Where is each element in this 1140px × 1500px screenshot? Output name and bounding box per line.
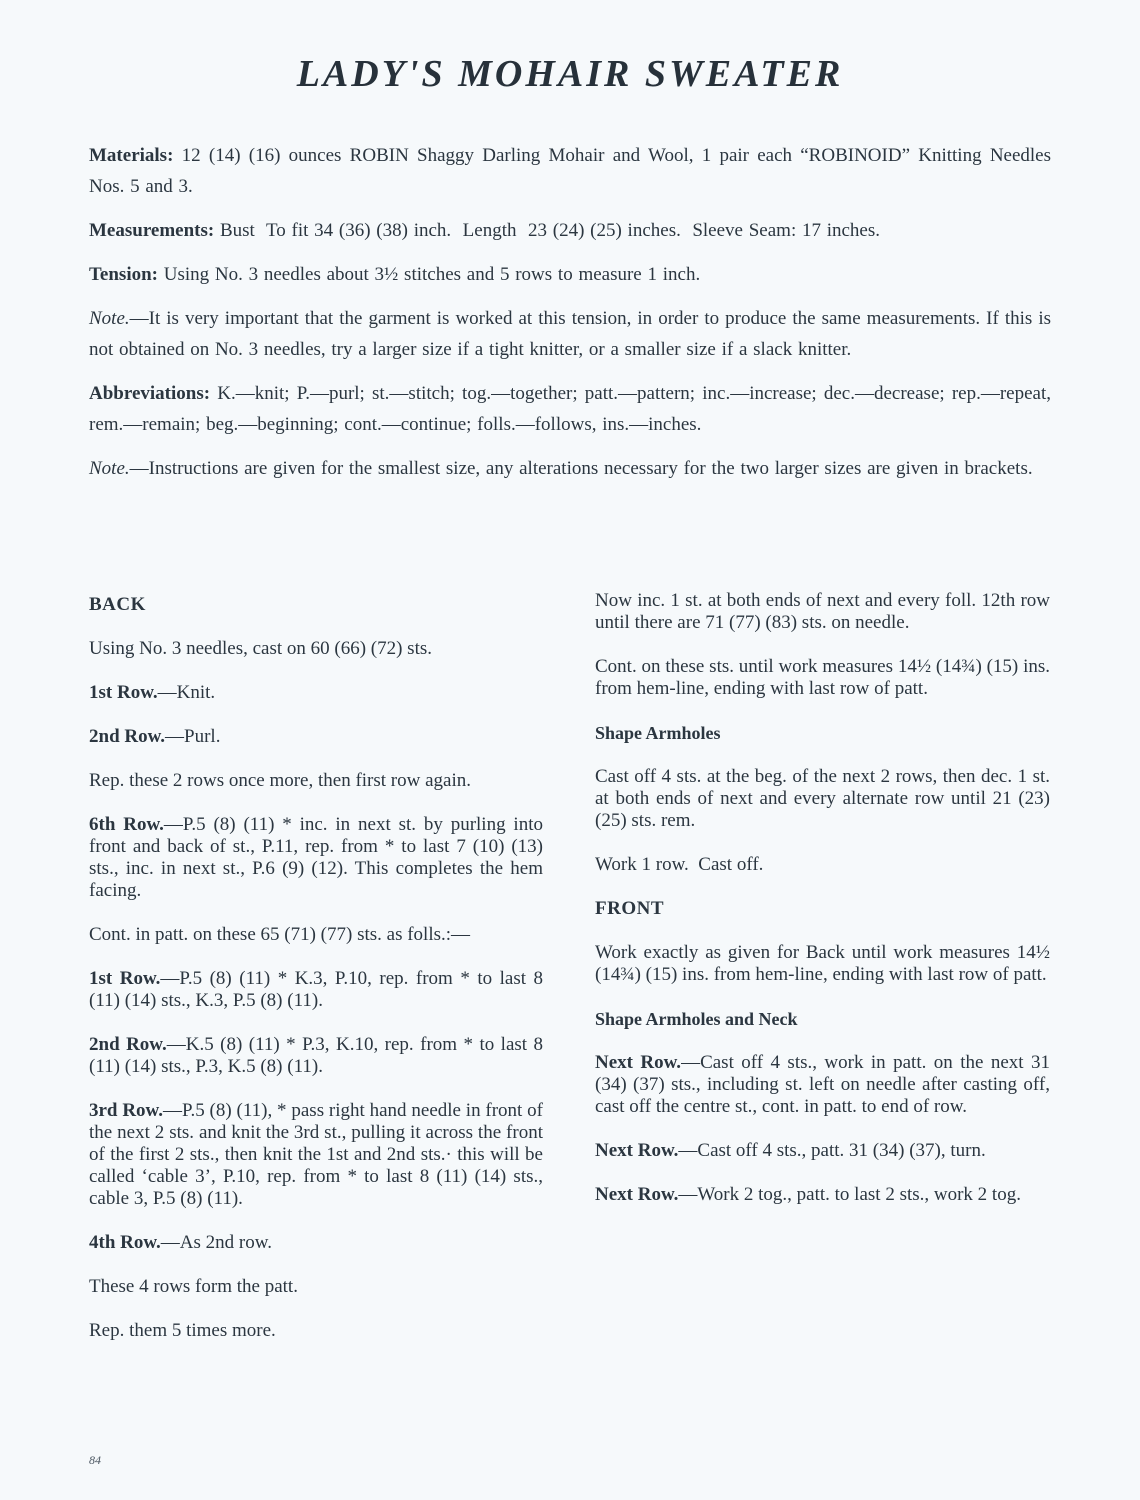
sizes-note-paragraph xyxy=(89,453,1051,484)
cast-off-paragraph: Work 1 row. Cast off. xyxy=(595,854,764,875)
front-paragraph: Work exactly as given for Back until work measures 14½ (14¾) (15) ins. from hem-line, ending with last row of patt. xyxy=(595,942,1050,985)
back-heading: BACK xyxy=(89,594,146,615)
measurements-label: Measurements: xyxy=(89,220,215,241)
row-label: Next Row. xyxy=(595,1140,679,1161)
row-instruction xyxy=(595,1184,1050,1206)
shape-neck-heading: Shape Armholes and Neck xyxy=(595,1009,798,1029)
row-label: 6th Row. xyxy=(89,814,164,835)
intro-section xyxy=(89,140,1051,497)
row-instruction xyxy=(89,726,543,748)
repeat-paragraph: Rep. these 2 rows once more, then first row again. xyxy=(89,770,472,791)
row-text: —Knit. xyxy=(157,682,216,703)
armholes-paragraph: Cast off 4 sts. at the beg. of the next 2 rows, then dec. 1 st. at both ends of next and every alternate row until 21 (23) (25) sts. rem. xyxy=(595,766,1050,831)
row-text: —P.5 (8) (11) * inc. in next st. by purling into front and back of st., P.11, rep. from * to last 7 (10) (13) sts., inc. in next st., P.6 (9) (12). This completes the hem facing. xyxy=(89,814,543,901)
measurements-paragraph xyxy=(89,215,1051,246)
materials-text: 12 (14) (16) ounces ROBIN Shaggy Darling Mohair and Wool, 1 pair each “ROBINOID” Knitting Needles Nos. 5 and 3. xyxy=(89,145,1052,197)
row-text: —P.5 (8) (11) * K.3, P.10, rep. from * to last 8 (11) (14) sts., K.3, P.5 (8) (11). xyxy=(89,968,543,1011)
pattern-summary-paragraph: These 4 rows form the patt. xyxy=(89,1276,298,1297)
page-number: 84 xyxy=(89,1453,101,1467)
materials-label: Materials: xyxy=(89,145,174,166)
row-instruction xyxy=(595,1052,1050,1118)
row-text: —Cast off 4 sts., patt. 31 (34) (37), turn. xyxy=(678,1140,986,1161)
row-text: —P.5 (8) (11), * pass right hand needle in front of the next 2 sts. and knit the 3rd st., pulling it across the front of the first 2 sts., then knit the 1st and 2nd sts.· this will be called ‘cable 3’, P.10, rep. from * to last 8 (11) (14) sts., cable 3, P.5 (8) (11). xyxy=(89,1100,543,1209)
row-label: 4th Row. xyxy=(89,1232,161,1253)
shape-armholes-heading: Shape Armholes xyxy=(595,723,721,743)
tension-text: Using No. 3 needles about 3½ stitches and 5 rows to measure 1 inch. xyxy=(163,264,701,285)
row-instruction xyxy=(89,814,543,902)
left-column xyxy=(89,594,543,1364)
row-instruction xyxy=(595,1140,1050,1162)
row-text: —Purl. xyxy=(165,726,221,747)
row-text: —As 2nd row. xyxy=(160,1232,272,1253)
increase-paragraph: Now inc. 1 st. at both ends of next and every foll. 12th row until there are 71 (77) (83) sts. on needle. xyxy=(595,590,1050,633)
tension-label: Tension: xyxy=(89,264,158,285)
repeat-times-paragraph: Rep. them 5 times more. xyxy=(89,1320,276,1341)
row-label: 2nd Row. xyxy=(89,1034,167,1055)
row-text: —Cast off 4 sts., work in patt. on the next 31 (34) (37) sts., including st. left on needle after casting off, cast off the centre st., cont. in patt. to end of row. xyxy=(595,1052,1050,1117)
row-label: 1st Row. xyxy=(89,968,161,989)
right-column xyxy=(595,590,1050,1228)
note-text: —It is very important that the garment is worked at this tension, in order to produce the same measurements. If this is not obtained on No. 3 needles, try a larger size if a tight knitter, or a smaller size if a slack knitter. xyxy=(89,308,1051,360)
materials-paragraph xyxy=(89,140,1051,202)
pattern-intro-paragraph: Cont. in patt. on these 65 (71) (77) sts. as folls.:— xyxy=(89,924,471,945)
row-label: 1st Row. xyxy=(89,682,158,703)
sizes-note-label: Note. xyxy=(89,458,130,479)
row-instruction xyxy=(89,968,543,1012)
abbreviations-label: Abbreviations: xyxy=(89,383,211,404)
row-label: Next Row. xyxy=(595,1052,682,1073)
row-label: 3rd Row. xyxy=(89,1100,163,1121)
cast-on-paragraph: Using No. 3 needles, cast on 60 (66) (72) sts. xyxy=(89,638,433,659)
note-paragraph xyxy=(89,303,1051,365)
page-title: LADY'S MOHAIR SWEATER xyxy=(296,53,844,95)
row-instruction xyxy=(89,682,543,704)
row-instruction xyxy=(89,1100,543,1210)
tension-paragraph xyxy=(89,259,1051,290)
abbreviations-paragraph xyxy=(89,378,1051,440)
row-instruction xyxy=(89,1232,543,1254)
row-text: —Work 2 tog., patt. to last 2 sts., work 2 tog. xyxy=(678,1184,1021,1205)
continue-paragraph: Cont. on these sts. until work measures 14½ (14¾) (15) ins. from hem-line, ending with last row of patt. xyxy=(595,656,1050,699)
row-label: Next Row. xyxy=(595,1184,679,1205)
sizes-note-text: —Instructions are given for the smallest size, any alterations necessary for the two larger sizes are given in brackets. xyxy=(129,458,1033,479)
abbreviations-text: K.—knit; P.—purl; st.—stitch; tog.—together; patt.—pattern; inc.—increase; dec.—decrease; rep.—repeat, rem.—remain; beg.—beginning; cont.—continue; folls.—follows, ins.—inches. xyxy=(89,383,1051,435)
measurements-text: Bust To fit 34 (36) (38) inch. Length 23 (24) (25) inches. Sleeve Seam: 17 inches. xyxy=(219,220,881,241)
note-label: Note. xyxy=(89,308,130,329)
row-label: 2nd Row. xyxy=(89,726,166,747)
row-instruction xyxy=(89,1034,543,1078)
front-heading: FRONT xyxy=(595,898,664,919)
row-text: —K.5 (8) (11) * P.3, K.10, rep. from * to last 8 (11) (14) sts., P.3, K.5 (8) (11). xyxy=(89,1034,543,1077)
